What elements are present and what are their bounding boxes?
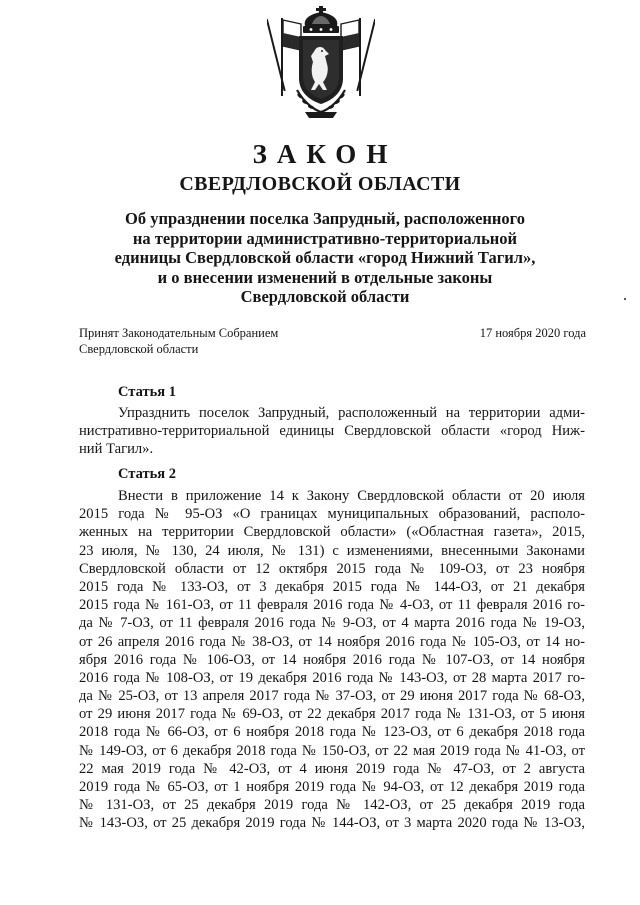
document-title: ЗАКОН bbox=[252, 139, 398, 169]
article-1-heading: Статья 1 bbox=[118, 384, 176, 400]
adoption-line: Свердловской области bbox=[79, 342, 199, 356]
text-line: 2019 года № 65-ОЗ, от 1 ноября 2019 года № 94-ОЗ, от 12 декабря 2019 года bbox=[79, 779, 585, 795]
article-2-heading: Статья 2 bbox=[118, 466, 176, 482]
law-title-line: Об упразднении поселка Запрудный, расположенного bbox=[124, 209, 525, 228]
article-1-text bbox=[79, 404, 585, 459]
text-line: 2018 года № 66-ОЗ, от 6 ноября 2018 года № 123-ОЗ, от 6 декабря 2018 года bbox=[79, 724, 585, 741]
adoption-date: 17 ноября 2020 года bbox=[479, 326, 586, 340]
article-2-text bbox=[79, 487, 585, 833]
text-line: № 149-ОЗ, от 6 декабря 2018 года № 150-ОЗ, от 22 мая 2019 года № 41-ОЗ, от bbox=[79, 742, 585, 759]
text-line: Внести в приложение 14 к Закону Свердловской области от 20 июля bbox=[118, 488, 585, 504]
text-line: ября 2016 года № 106-ОЗ, от 14 ноября 2016 года № 107-ОЗ, от 14 ноября bbox=[79, 651, 585, 668]
region-title: СВЕРДЛОВСКОЙ ОБЛАСТИ bbox=[179, 173, 461, 195]
text-line: 2016 года № 108-ОЗ, от 19 декабря 2016 года № 143-ОЗ, от 28 марта 2017 го- bbox=[79, 669, 585, 686]
text-line: Свердловской области от 12 октября 2015 года № 109-ОЗ, от 23 ноября bbox=[79, 560, 585, 577]
text-line: № 131-ОЗ, от 25 декабря 2019 года № 142-ОЗ, от 25 декабря 2019 года bbox=[79, 797, 585, 814]
coat-of-arms-icon bbox=[267, 6, 375, 122]
law-title-line: Свердловской области bbox=[240, 287, 410, 307]
text-line: № 143-ОЗ, от 25 декабря 2019 года № 144-ОЗ, от 3 марта 2020 года № 13-ОЗ, bbox=[79, 815, 585, 832]
text-line: да № 25-ОЗ, от 13 апреля 2017 года № 37-ОЗ, от 29 июня 2017 года № 68-ОЗ, bbox=[79, 688, 585, 705]
scan-speck bbox=[624, 298, 626, 300]
text-line: ний Тагил». bbox=[79, 441, 154, 458]
adoption-line: Принят Законодательным Собранием bbox=[79, 326, 279, 340]
text-line: 2015 года № 95-ОЗ «О границах муниципальных образований, располо- bbox=[79, 506, 585, 523]
law-title-line: и о внесении изменений в отдельные законы bbox=[157, 267, 493, 287]
text-line: нистративно-территориальной единицы Свердловской области «город Ниж- bbox=[79, 423, 585, 440]
text-line: от 29 июня 2017 года № 69-ОЗ, от 22 декабря 2017 года № 131-ОЗ, от 5 июня bbox=[79, 706, 585, 723]
text-line: 2015 года № 161-ОЗ, от 11 февраля 2016 года № 4-ОЗ, от 11 февраля 2016 го- bbox=[79, 597, 585, 614]
text-line: от 26 апреля 2016 года № 38-ОЗ, от 14 ноября 2016 года № 105-ОЗ, от 14 но- bbox=[79, 633, 585, 650]
text-line: 22 мая 2019 года № 42-ОЗ, от 4 июня 2019 года № 47-ОЗ, от 2 августа bbox=[79, 760, 585, 777]
text-line: да № 7-ОЗ, от 11 февраля 2016 года № 9-ОЗ, от 4 марта 2016 года № 19-ОЗ, bbox=[79, 615, 585, 632]
text-line: 2015 года № 133-ОЗ, от 3 декабря 2015 года № 144-ОЗ, от 21 декабря bbox=[79, 578, 585, 595]
law-title-line: единицы Свердловской области «город Нижний Тагил», bbox=[114, 248, 536, 268]
text-line: 23 июля, № 130, 24 июля, № 131) с изменениями, внесенными Законами bbox=[79, 542, 585, 559]
text-line: Упразднить поселок Запрудный, расположенный на территории адми- bbox=[118, 405, 585, 421]
law-title-line: на территории административно-территориальной bbox=[132, 228, 518, 248]
text-line: женных на территории Свердловской области» («Областная газета», 2015, bbox=[79, 524, 585, 541]
law-title bbox=[60, 209, 590, 307]
adoption-body bbox=[79, 325, 379, 357]
